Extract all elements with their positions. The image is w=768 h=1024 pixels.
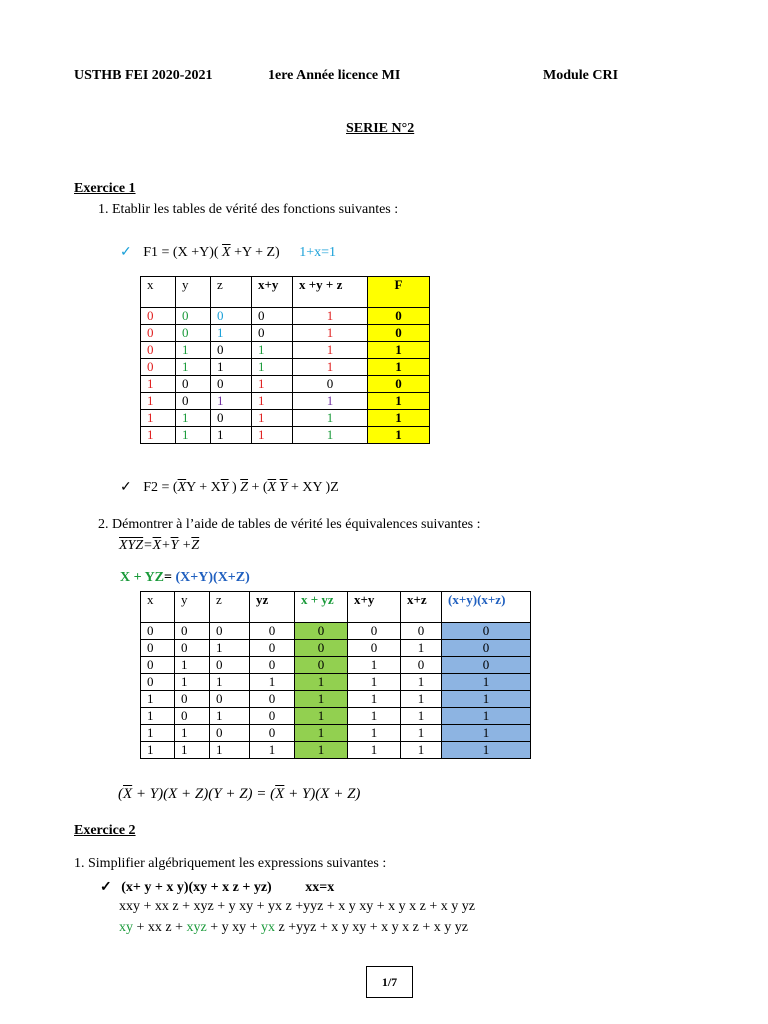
table-row xyxy=(141,393,430,410)
cell: 1 xyxy=(295,725,348,742)
cell: 0 xyxy=(295,657,348,674)
cell: 0 xyxy=(141,325,176,342)
f1-line xyxy=(120,244,336,261)
table-row xyxy=(141,674,531,691)
col-header-x: x xyxy=(141,277,176,308)
cell: 1 xyxy=(442,674,531,691)
cell: 1 xyxy=(293,308,368,325)
cell: 0 xyxy=(348,623,401,640)
header-level: 1ere Année licence MI xyxy=(268,68,401,83)
cell: 1 xyxy=(210,674,250,691)
identity-part: $\overline{X}$ xyxy=(275,786,285,802)
cell: 1 xyxy=(176,427,211,444)
cell: 0 xyxy=(176,393,211,410)
cell: 0 xyxy=(210,725,250,742)
cell: 1 xyxy=(293,393,368,410)
cell: 0 xyxy=(141,657,175,674)
checkmark-icon: ✓ xyxy=(100,880,112,895)
cell: 1 xyxy=(141,427,176,444)
expansion-term: z +yyz + x y xy + x y x z + x y yz xyxy=(275,920,468,935)
eq-part: $\overline{XYZ}$ xyxy=(119,538,144,553)
cell: 1 xyxy=(348,708,401,725)
cell: 1 xyxy=(141,393,176,410)
f2-line xyxy=(120,479,339,496)
cell: 1 xyxy=(368,410,430,427)
cell: 0 xyxy=(176,308,211,325)
cell: 0 xyxy=(368,308,430,325)
cell: 1 xyxy=(368,342,430,359)
table-row xyxy=(141,640,531,657)
page-title: SERIE N°2 xyxy=(346,121,415,136)
cell: 0 xyxy=(442,623,531,640)
cell: 0 xyxy=(293,376,368,393)
cell: 1 xyxy=(401,725,442,742)
col-header-x-plus-y: x+y xyxy=(252,277,293,308)
table-row xyxy=(141,708,531,725)
exercise-1-question-1: 1. Etablir les tables de vérité des fonctions suivantes : xyxy=(98,202,399,217)
truth-table-f1 xyxy=(140,276,430,444)
eq-part: $\overline{Y}$ xyxy=(170,538,179,553)
eq2-mid: = xyxy=(164,570,176,585)
cell: 0 xyxy=(141,308,176,325)
col-header-F: F xyxy=(368,277,430,308)
col-header-z: z xyxy=(211,277,252,308)
cell: 0 xyxy=(252,325,293,342)
cell: 1 xyxy=(442,742,531,759)
eq-part: + xyxy=(178,538,192,553)
col-header-yz: yz xyxy=(250,592,295,623)
cell: 1 xyxy=(250,742,295,759)
f1-note: 1+x=1 xyxy=(299,245,336,260)
cell: 1 xyxy=(295,742,348,759)
cell: 1 xyxy=(141,376,176,393)
table-row xyxy=(141,359,430,376)
cell: 0 xyxy=(141,623,175,640)
expansion-term: + y xy + xyxy=(206,920,262,935)
cell: 1 xyxy=(442,708,531,725)
exercise-2-heading: Exercice 2 xyxy=(74,823,136,838)
f2-part: $\overline{X}$ xyxy=(267,480,277,495)
cell: 1 xyxy=(401,708,442,725)
equivalence-demorgan xyxy=(119,538,199,554)
f2-part: Y + X xyxy=(186,480,221,495)
cell: 0 xyxy=(211,376,252,393)
table-row xyxy=(141,657,531,674)
table-row xyxy=(141,725,531,742)
eq-part: $\overline{Z}$ xyxy=(191,538,200,553)
consensus-identity xyxy=(118,786,360,803)
f2-part: $\overline{Y}$ xyxy=(220,480,229,495)
cell: 1 xyxy=(442,725,531,742)
cell: 1 xyxy=(348,742,401,759)
cell: 1 xyxy=(250,674,295,691)
expansion-line-2 xyxy=(119,920,468,936)
table-header-row xyxy=(141,277,430,308)
cell: 1 xyxy=(368,393,430,410)
f2-part: $\overline{X}$ xyxy=(177,480,187,495)
cell: 1 xyxy=(293,342,368,359)
f1-formula-bar: $\overline{X}$ xyxy=(222,245,231,260)
cell: 1 xyxy=(210,742,250,759)
cell: 0 xyxy=(295,623,348,640)
table-row xyxy=(141,308,430,325)
cell: 1 xyxy=(141,410,176,427)
cell: 1 xyxy=(141,742,175,759)
eq-part: = xyxy=(143,538,153,553)
cell: 1 xyxy=(252,427,293,444)
cell: 1 xyxy=(211,393,252,410)
cell: 0 xyxy=(442,657,531,674)
cell: 0 xyxy=(141,342,176,359)
exercise-1-heading: Exercice 1 xyxy=(74,181,136,196)
eq2-left: X + YZ xyxy=(120,570,165,585)
cell: 1 xyxy=(252,342,293,359)
cell: 0 xyxy=(368,325,430,342)
expansion-term: + xx z + xyxy=(133,920,187,935)
truth-table-distributive xyxy=(140,591,531,759)
expansion-term: xy xyxy=(119,920,133,935)
f2-part: F2 = ( xyxy=(143,480,178,495)
f1-formula-b: +Y + Z) xyxy=(230,245,280,260)
exercise-1-question-2: 2. Démontrer à l’aide de tables de vérité les équivalences suivantes : xyxy=(98,517,481,532)
expansion-term: yx xyxy=(261,920,276,935)
cell: 1 xyxy=(141,691,175,708)
cell: 0 xyxy=(252,308,293,325)
table-row xyxy=(141,376,430,393)
cell: 1 xyxy=(210,640,250,657)
cell: 1 xyxy=(211,427,252,444)
cell: 0 xyxy=(401,623,442,640)
cell: 1 xyxy=(442,691,531,708)
identity-part: ( xyxy=(118,786,123,802)
f1-formula-a: F1 = (X +Y)( xyxy=(143,245,223,260)
cell: 0 xyxy=(211,308,252,325)
cell: 1 xyxy=(176,342,211,359)
expansion-term: xyz xyxy=(186,920,207,935)
cell: 1 xyxy=(293,427,368,444)
checkmark-icon: ✓ xyxy=(120,480,132,495)
col-header-z: z xyxy=(210,592,250,623)
expression-text: (x+ y + x y)(xy + x z + yz) xyxy=(121,880,272,895)
expression-rule: xx=x xyxy=(305,880,335,895)
cell: 1 xyxy=(210,708,250,725)
expansion-line-1: xxy + xx z + xyz + y xy + yx z +yyz + x y xy + x y x z + x y yz xyxy=(119,899,475,914)
col-header-y: y xyxy=(175,592,210,623)
cell: 1 xyxy=(295,691,348,708)
cell: 1 xyxy=(211,359,252,376)
cell: 1 xyxy=(295,708,348,725)
cell: 1 xyxy=(348,725,401,742)
cell: 0 xyxy=(176,376,211,393)
table-row xyxy=(141,742,531,759)
cell: 1 xyxy=(401,674,442,691)
table-row xyxy=(141,691,531,708)
f2-part: + ( xyxy=(248,480,268,495)
cell: 0 xyxy=(250,725,295,742)
equivalence-distributive xyxy=(120,570,250,586)
table-header-row xyxy=(141,592,531,623)
cell: 0 xyxy=(175,640,210,657)
f2-part: $\overline{Z}$ xyxy=(240,480,249,495)
cell: 1 xyxy=(252,410,293,427)
cell: 0 xyxy=(176,325,211,342)
cell: 1 xyxy=(348,691,401,708)
cell: 1 xyxy=(348,674,401,691)
f2-part: ) xyxy=(228,480,241,495)
col-header-x-plus-z: x+z xyxy=(401,592,442,623)
cell: 0 xyxy=(141,674,175,691)
cell: 0 xyxy=(250,691,295,708)
table-row xyxy=(141,325,430,342)
eq2-right: (X+Y)(X+Z) xyxy=(175,570,250,585)
identity-part: + Y)(X + Z) xyxy=(284,786,361,802)
eq-part: + xyxy=(161,538,171,553)
cell: 1 xyxy=(348,657,401,674)
table-row xyxy=(141,410,430,427)
cell: 0 xyxy=(401,657,442,674)
cell: 0 xyxy=(210,691,250,708)
exercise-2-question-1: 1. Simplifier algébriquement les expressions suivantes : xyxy=(74,856,387,871)
cell: 0 xyxy=(141,640,175,657)
identity-part: + Y)(X + Z)(Y + Z) = ( xyxy=(132,786,276,802)
cell: 1 xyxy=(176,410,211,427)
cell: 0 xyxy=(250,657,295,674)
cell: 1 xyxy=(175,742,210,759)
col-header-product: (x+y)(x+z) xyxy=(442,592,531,623)
cell: 0 xyxy=(250,623,295,640)
cell: 1 xyxy=(175,657,210,674)
cell: 0 xyxy=(210,657,250,674)
f2-part: $\overline{Y}$ xyxy=(279,480,288,495)
col-header-not-x-plus-y-plus-z: x +y + z xyxy=(293,277,368,308)
cell: 1 xyxy=(141,725,175,742)
cell: 1 xyxy=(401,742,442,759)
cell: 1 xyxy=(211,325,252,342)
col-header-y: y xyxy=(176,277,211,308)
cell: 1 xyxy=(252,359,293,376)
cell: 1 xyxy=(141,708,175,725)
col-header-x: x xyxy=(141,592,175,623)
table-row xyxy=(141,623,531,640)
col-header-x-plus-yz: x + yz xyxy=(295,592,348,623)
cell: 1 xyxy=(295,674,348,691)
cell: 0 xyxy=(175,623,210,640)
cell: 1 xyxy=(368,427,430,444)
cell: 0 xyxy=(211,410,252,427)
cell: 0 xyxy=(175,708,210,725)
cell: 0 xyxy=(250,640,295,657)
cell: 1 xyxy=(293,410,368,427)
cell: 0 xyxy=(250,708,295,725)
header-module: Module CRI xyxy=(543,68,619,83)
cell: 1 xyxy=(252,376,293,393)
table-row xyxy=(141,427,430,444)
cell: 0 xyxy=(442,640,531,657)
eq-part: $\overline{X}$ xyxy=(152,538,162,553)
page-number: 1/7 xyxy=(366,966,413,998)
cell: 0 xyxy=(348,640,401,657)
cell: 1 xyxy=(175,725,210,742)
expression-line xyxy=(100,879,334,896)
cell: 1 xyxy=(368,359,430,376)
cell: 1 xyxy=(175,674,210,691)
cell: 0 xyxy=(211,342,252,359)
cell: 1 xyxy=(252,393,293,410)
cell: 0 xyxy=(210,623,250,640)
cell: 0 xyxy=(175,691,210,708)
checkmark-icon: ✓ xyxy=(120,245,132,260)
header-institution: USTHB FEI 2020-2021 xyxy=(74,68,213,83)
identity-part: $\overline{X}$ xyxy=(123,786,133,802)
cell: 1 xyxy=(401,640,442,657)
cell: 0 xyxy=(295,640,348,657)
cell: 1 xyxy=(401,691,442,708)
cell: 1 xyxy=(293,325,368,342)
col-header-x-plus-y: x+y xyxy=(348,592,401,623)
cell: 0 xyxy=(141,359,176,376)
f2-part: + XY )Z xyxy=(287,480,339,495)
cell: 0 xyxy=(368,376,430,393)
table-row xyxy=(141,342,430,359)
cell: 1 xyxy=(176,359,211,376)
cell: 1 xyxy=(293,359,368,376)
